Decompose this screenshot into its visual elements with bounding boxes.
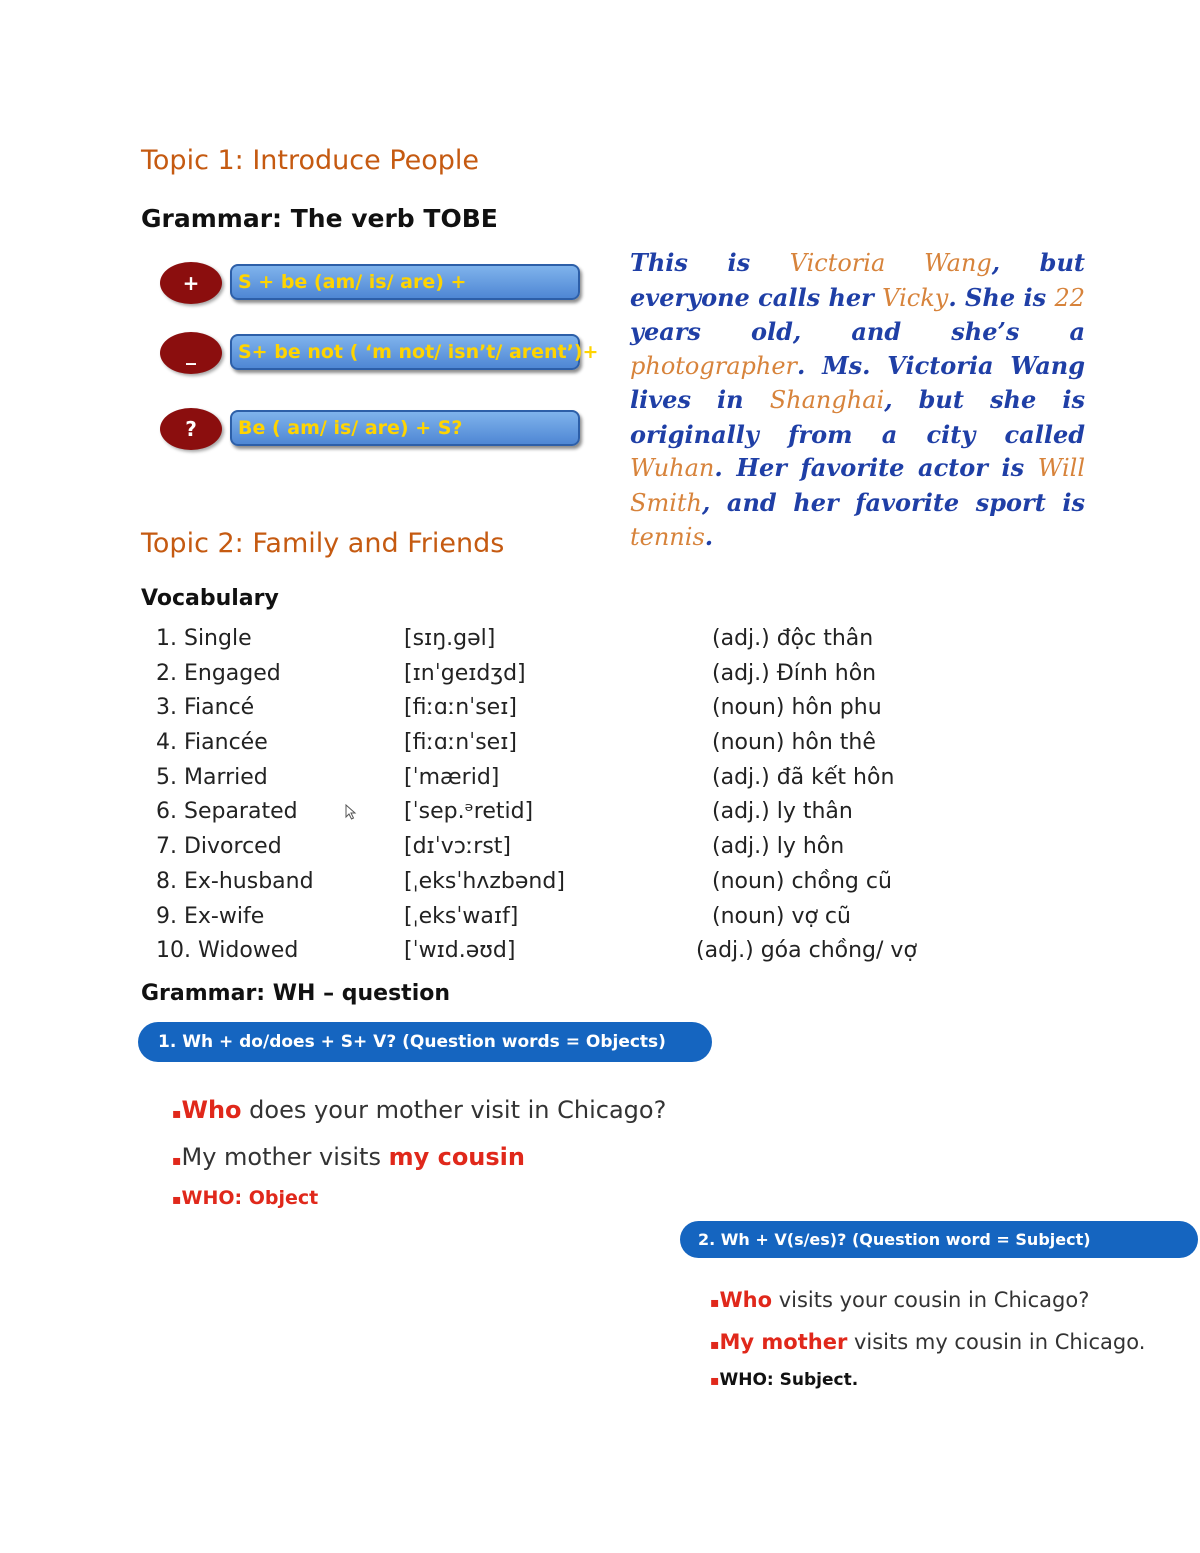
plus-symbol: + <box>160 262 222 304</box>
vocabulary-list <box>156 626 936 973</box>
wh-subject-banner: 2. Wh + V(s/es)? (Question word = Subject) <box>680 1221 1198 1258</box>
wh-subject-note: ▪WHO: Subject. <box>710 1370 859 1390</box>
wh-subject-answer: ▪My mother visits my cousin in Chicago. <box>710 1330 1146 1354</box>
bullet-icon: ▪ <box>710 1295 720 1311</box>
vocab-row: 6. Separated [ˈsep.ᵊretid] (adj.) ly thân <box>156 799 853 825</box>
bullet-icon: ▪ <box>172 1153 182 1169</box>
tobe-grammar-title: Grammar: The verb TOBE <box>141 204 498 233</box>
vocab-row: 5. Married [ˈmærid] (adj.) đã kết hôn <box>156 764 895 790</box>
wh-grammar-title: Grammar: WH – question <box>141 981 451 1006</box>
wh-subject-question: ▪Who visits your cousin in Chicago? <box>710 1288 1090 1312</box>
vocab-row: 1. Single [sɪŋ.gəl] (adj.) độc thân <box>156 626 874 651</box>
tobe-question-rule <box>160 408 590 454</box>
wh-object-note: ▪WHO: Object <box>172 1187 319 1209</box>
vocab-row: 3. Fiancé [fiːɑːnˈseɪ] (noun) hôn phu <box>156 695 882 721</box>
positive-formula: S + be (am/ is/ are) + <box>230 264 580 300</box>
vocab-row: 2. Engaged [ɪnˈgeɪdʒd] (adj.) Đính hôn <box>156 660 877 686</box>
victoria-paragraph: This is Victoria Wang, but everyone calls her Vicky. She is 22 years old, and she’s a photographer. Ms. Victoria Wang lives in Shanghai, but she is originally from a city called Wuhan. Her favorite actor is Will Smith, and her favorite sport is tennis. <box>630 248 1085 551</box>
wh-object-question: ▪Who does your mother visit in Chicago? <box>172 1096 667 1124</box>
wh-object-banner: 1. Wh + do/does + S+ V? (Question words = Objects) <box>138 1022 712 1062</box>
bullet-icon: ▪ <box>172 1192 182 1208</box>
bullet-icon: ▪ <box>172 1106 182 1122</box>
tobe-positive-rule <box>160 262 590 308</box>
question-symbol: ? <box>160 408 222 450</box>
topic2-title: Topic 2: Family and Friends <box>141 528 505 559</box>
vocab-row: 10. Widowed [ˈwɪd.əʊd] (adj.) góa chồng/ vợ <box>156 938 917 964</box>
vocab-row: 4. Fiancée [fiːɑːnˈseɪ] (noun) hôn thê <box>156 730 876 756</box>
tobe-negative-rule <box>160 332 599 378</box>
mouse-cursor-icon <box>345 804 357 820</box>
vocab-row: 7. Divorced [dɪˈvɔːrst] (adj.) ly hôn <box>156 834 845 860</box>
bullet-icon: ▪ <box>710 1373 720 1389</box>
wh-object-answer: ▪My mother visits my cousin <box>172 1143 525 1171</box>
minus-symbol: _ <box>160 332 222 374</box>
bullet-icon: ▪ <box>710 1337 720 1353</box>
topic1-title: Topic 1: Introduce People <box>141 145 480 176</box>
negative-formula: S+ be not ( ‘m not/ isn’t/ arent’)+ <box>230 334 580 370</box>
vocab-row: 9. Ex-wife [ˌeksˈwaɪf] (noun) vợ cũ <box>156 903 851 929</box>
vocabulary-title: Vocabulary <box>141 586 279 611</box>
question-formula: Be ( am/ is/ are) + S? <box>230 410 580 446</box>
vocab-row: 8. Ex-husband [ˌeksˈhʌzbənd] (noun) chồng cũ <box>156 868 892 894</box>
